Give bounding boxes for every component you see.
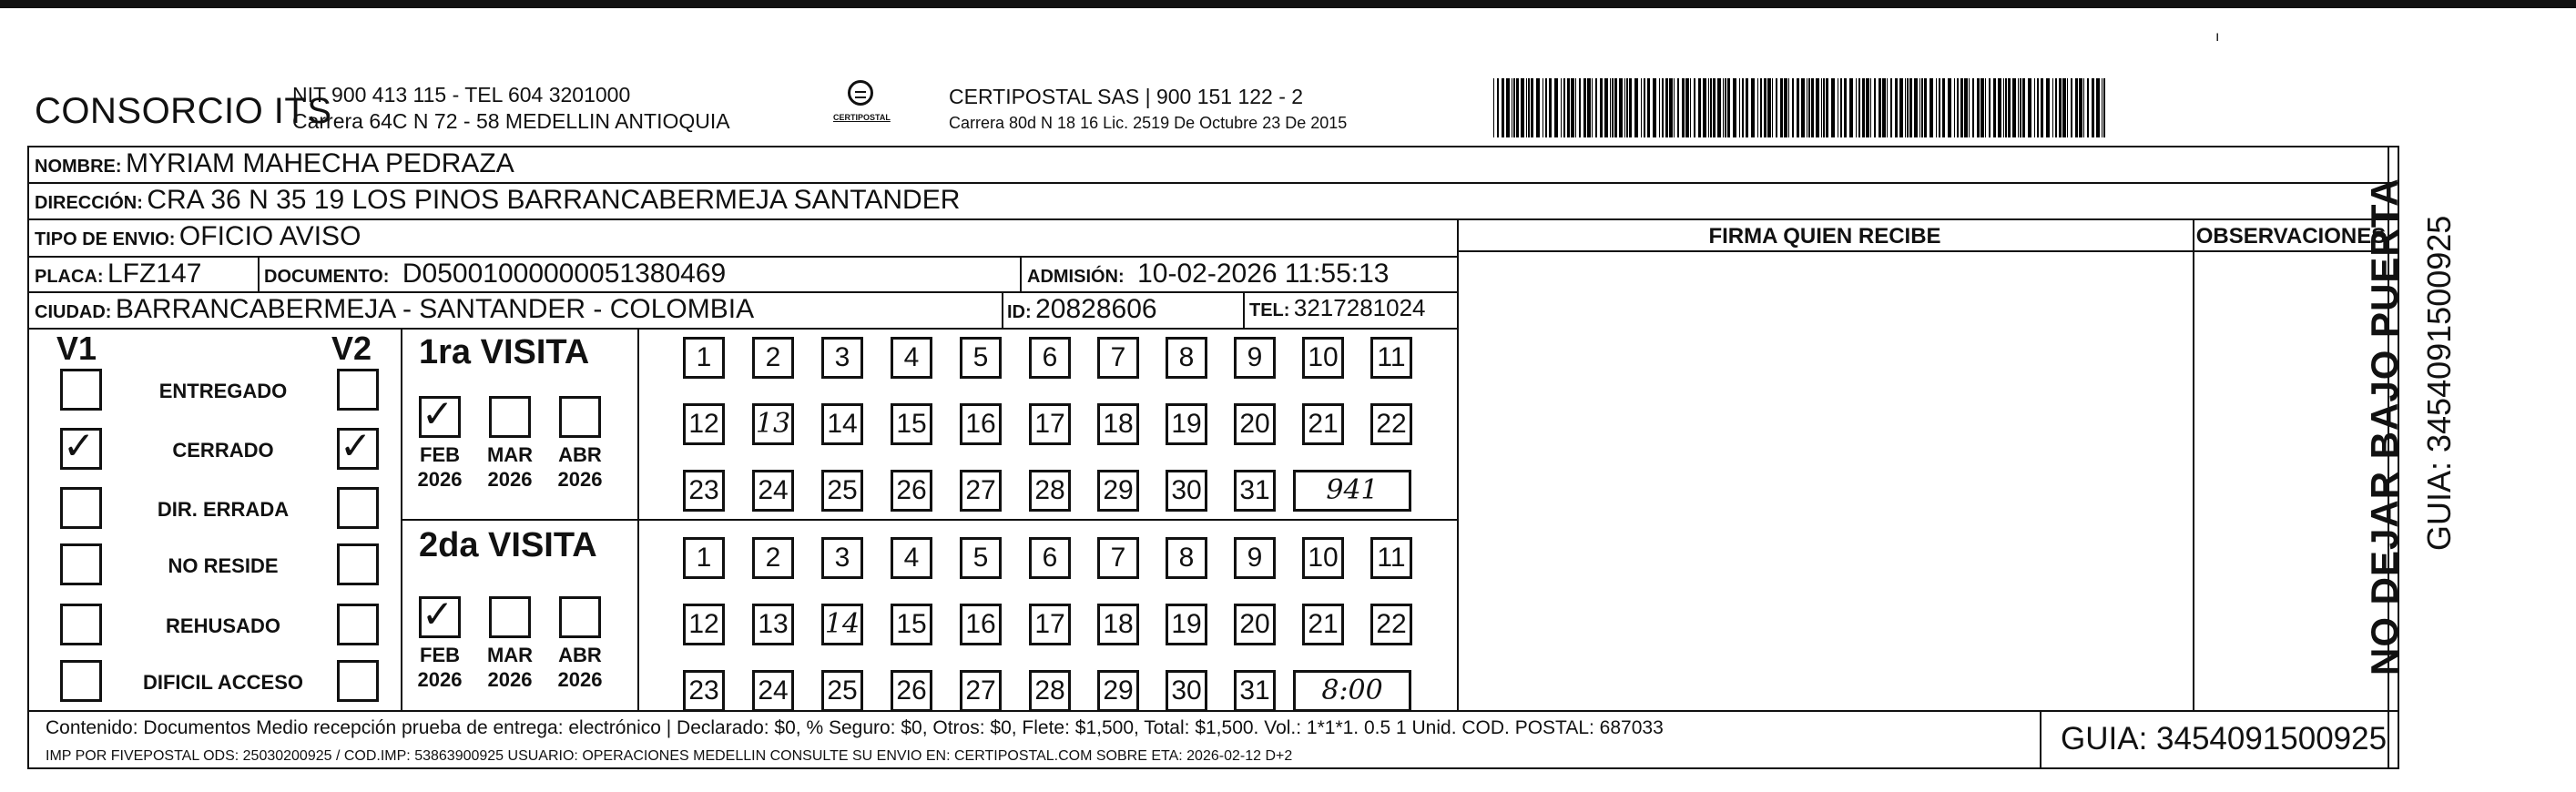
visit2-day-box[interactable]: 1 bbox=[683, 537, 725, 579]
visit1-day-box[interactable]: 18 bbox=[1097, 403, 1139, 445]
visit2-day-box[interactable]: 29 bbox=[1097, 670, 1139, 712]
visit1-month-label: ABR 2026 bbox=[557, 443, 603, 491]
company-info bbox=[292, 82, 730, 135]
v2-checkbox[interactable] bbox=[337, 423, 379, 470]
visit2-day-box[interactable]: 8 bbox=[1166, 537, 1207, 579]
visit2-day-box[interactable]: 11 bbox=[1370, 537, 1412, 579]
visit2-time-box[interactable]: 8:00 bbox=[1293, 670, 1411, 712]
visit1-day-box[interactable]: 25 bbox=[821, 470, 863, 512]
visit1-day-box[interactable]: 20 bbox=[1234, 403, 1276, 445]
v1-checkbox[interactable] bbox=[60, 660, 102, 702]
visit1-day-box[interactable]: 21 bbox=[1302, 403, 1344, 445]
side-notice: NO DEJAR BAJO PUERTA bbox=[2363, 178, 2406, 675]
v2-checkbox[interactable] bbox=[337, 369, 379, 411]
direccion-row bbox=[35, 185, 960, 216]
top-edge-line bbox=[0, 0, 2576, 8]
visit2-day-box[interactable]: 26 bbox=[891, 670, 932, 712]
visit2-day-box[interactable]: 28 bbox=[1029, 670, 1071, 712]
status-reason-label: CERRADO bbox=[172, 439, 274, 462]
visit2-month-checkbox[interactable] bbox=[489, 596, 531, 638]
direccion-value: CRA 36 N 35 19 LOS PINOS BARRANCABERMEJA SANTANDER bbox=[147, 185, 961, 215]
status-reason-label: DIFICIL ACCESO bbox=[142, 671, 303, 694]
visit2-day-box[interactable]: 31 bbox=[1234, 670, 1276, 712]
carrier-license: Carrera 80d N 18 16 Lic. 2519 De Octubre 23 De 2015 bbox=[949, 114, 1348, 132]
visit1-day-box[interactable]: 17 bbox=[1029, 403, 1071, 445]
visit2-month-label: FEB 2026 bbox=[417, 644, 463, 691]
visit2-day-box[interactable]: 25 bbox=[821, 670, 863, 712]
company-name: CONSORCIO ITS bbox=[35, 91, 332, 131]
v1-checkbox[interactable] bbox=[60, 604, 102, 645]
direccion-label: DIRECCIÓN: bbox=[35, 193, 143, 213]
visit1-day-box[interactable]: 11 bbox=[1370, 337, 1412, 379]
observations-area[interactable] bbox=[2194, 252, 2386, 708]
visit2-month-label: ABR 2026 bbox=[557, 644, 603, 691]
carrier-info bbox=[949, 84, 1347, 137]
visit1-day-box[interactable]: 5 bbox=[960, 337, 1002, 379]
company-nit: NIT 900 413 115 - TEL 604 3201000 bbox=[292, 83, 631, 107]
visit2-day-box[interactable]: 12 bbox=[683, 604, 725, 645]
nombre-label: NOMBRE: bbox=[35, 157, 122, 177]
placa-field bbox=[35, 259, 201, 289]
footer-print-info: IMP POR FIVEPOSTAL ODS: 25030200925 / COD.IMP: 53863900925 USUARIO: OPERACIONES MEDELLIN CONSULTE SU ENVIO EN: CERTIPOSTAL.COM SOBRE ETA: 2026-02-12 D+2 bbox=[46, 748, 1293, 764]
logo-text: CERTIPOSTAL bbox=[833, 113, 891, 122]
v1-checkbox[interactable] bbox=[60, 543, 102, 585]
v1-checkbox[interactable] bbox=[60, 369, 102, 411]
tipo-envio-label: TIPO DE ENVIO: bbox=[35, 229, 176, 249]
side-guia: GUIA: 3454091500925 bbox=[2420, 215, 2458, 551]
footer-guia: GUIA: 3454091500925 bbox=[2061, 721, 2388, 756]
visit1-day-box[interactable]: 12 bbox=[683, 403, 725, 445]
v1-header: V1 bbox=[56, 330, 97, 367]
documento-field bbox=[264, 259, 726, 289]
carrier-name: CERTIPOSTAL SAS | 900 151 122 - 2 bbox=[949, 85, 1304, 108]
visit1-day-box[interactable]: 4 bbox=[891, 337, 932, 379]
signature-area[interactable] bbox=[1459, 252, 2191, 708]
visit2-day-box[interactable]: 9 bbox=[1234, 537, 1276, 579]
visit2-day-box[interactable]: 19 bbox=[1166, 604, 1207, 645]
v1-checkbox[interactable] bbox=[60, 423, 102, 470]
visit1-day-box[interactable]: 8 bbox=[1166, 337, 1207, 379]
check-mark-icon: ✓ bbox=[63, 423, 96, 468]
ciudad-field bbox=[35, 294, 754, 325]
visit2-day-box[interactable]: 21 bbox=[1302, 604, 1344, 645]
visit1-day-box[interactable]: 30 bbox=[1166, 470, 1207, 512]
tipo-envio-row bbox=[35, 221, 361, 252]
admision-value: 10-02-2026 11:55:13 bbox=[1137, 259, 1390, 289]
visit2-day-box[interactable]: 6 bbox=[1029, 537, 1071, 579]
admision-label: ADMISIÓN: bbox=[1027, 267, 1125, 287]
visit2-day-box[interactable]: 14 bbox=[821, 604, 863, 645]
visit2-day-box[interactable]: 23 bbox=[683, 670, 725, 712]
visit2-day-box[interactable]: 18 bbox=[1097, 604, 1139, 645]
visit1-day-box[interactable]: 31 bbox=[1234, 470, 1276, 512]
tel-label: TEL: bbox=[1249, 300, 1290, 320]
check-mark-icon: ✓ bbox=[422, 391, 454, 436]
placa-value: LFZ147 bbox=[107, 259, 202, 289]
status-reason-label: DIR. ERRADA bbox=[157, 498, 290, 521]
documento-label: DOCUMENTO: bbox=[264, 267, 390, 287]
documento-value: D05001000000051380469 bbox=[402, 259, 727, 289]
visit1-month-checkbox[interactable] bbox=[419, 391, 461, 438]
visit1-day-box[interactable]: 13 bbox=[752, 403, 794, 445]
v2-checkbox[interactable] bbox=[337, 604, 379, 645]
visit1-month-label: FEB 2026 bbox=[417, 443, 463, 491]
v2-header: V2 bbox=[331, 330, 372, 367]
visit2-day-box[interactable]: 5 bbox=[960, 537, 1002, 579]
visit1-day-box[interactable]: 27 bbox=[960, 470, 1002, 512]
nombre-row bbox=[35, 148, 514, 179]
ciudad-label: CIUDAD: bbox=[35, 302, 112, 322]
visit1-month-checkbox[interactable] bbox=[559, 396, 601, 438]
visit2-day-box[interactable]: 10 bbox=[1302, 537, 1344, 579]
visit1-day-box[interactable]: 16 bbox=[960, 403, 1002, 445]
visit1-day-box[interactable]: 19 bbox=[1166, 403, 1207, 445]
id-field bbox=[1007, 294, 1157, 325]
visit1-month-checkbox[interactable] bbox=[489, 396, 531, 438]
visit1-day-box[interactable]: 9 bbox=[1234, 337, 1276, 379]
visit1-day-box[interactable]: 26 bbox=[891, 470, 932, 512]
ciudad-value: BARRANCABERMEJA - SANTANDER - COLOMBIA bbox=[115, 294, 755, 324]
v2-checkbox[interactable] bbox=[337, 543, 379, 585]
footer-contents: Contenido: Documentos Medio recepción prueba de entrega: electrónico | Declarado: $0, % Seguro: $0, Otros: $0, Flete: $1,500, Total: $1,500. Vol.: 1*1*1. 0.5 1 Unid. COD. POSTAL: 687033 bbox=[46, 717, 1664, 738]
visit2-day-box[interactable]: 4 bbox=[891, 537, 932, 579]
check-mark-icon: ✓ bbox=[422, 592, 454, 636]
visit2-day-box[interactable]: 3 bbox=[821, 537, 863, 579]
company-address: Carrera 64C N 72 - 58 MEDELLIN ANTIOQUIA bbox=[292, 109, 730, 133]
v1-checkbox[interactable] bbox=[60, 487, 102, 529]
visit2-day-box[interactable]: 27 bbox=[960, 670, 1002, 712]
visit1-title: 1ra VISITA bbox=[419, 333, 590, 371]
visit1-day-box[interactable]: 28 bbox=[1029, 470, 1071, 512]
observaciones-header: OBSERVACIONES bbox=[2195, 224, 2387, 249]
v2-checkbox[interactable] bbox=[337, 660, 379, 702]
visit1-day-box[interactable]: 7 bbox=[1097, 337, 1139, 379]
visit1-day-box[interactable]: 24 bbox=[752, 470, 794, 512]
visit1-day-box[interactable]: 22 bbox=[1370, 403, 1412, 445]
check-mark-icon: ✓ bbox=[340, 423, 372, 468]
v2-checkbox[interactable] bbox=[337, 487, 379, 529]
visit2-day-box[interactable]: 13 bbox=[752, 604, 794, 645]
visit2-day-box[interactable]: 22 bbox=[1370, 604, 1412, 645]
firma-header: FIRMA QUIEN RECIBE bbox=[1708, 224, 1941, 249]
id-label: ID: bbox=[1007, 302, 1032, 322]
tel-field bbox=[1249, 294, 1426, 322]
status-reason-label: ENTREGADO bbox=[158, 380, 288, 402]
visit2-month-checkbox[interactable] bbox=[419, 592, 461, 638]
status-reason-label: REHUSADO bbox=[166, 614, 280, 637]
visit1-day-box[interactable]: 1 bbox=[683, 337, 725, 379]
visit2-day-box[interactable]: 30 bbox=[1166, 670, 1207, 712]
visit2-title: 2da VISITA bbox=[419, 526, 597, 564]
visit2-month-checkbox[interactable] bbox=[559, 596, 601, 638]
visit1-day-box[interactable]: 3 bbox=[821, 337, 863, 379]
visit1-day-box[interactable]: 6 bbox=[1029, 337, 1071, 379]
visit1-month-label: MAR 2026 bbox=[486, 443, 534, 491]
visit2-month-label: MAR 2026 bbox=[486, 644, 534, 691]
visit2-day-box[interactable]: 15 bbox=[891, 604, 932, 645]
visit1-day-box[interactable]: 2 bbox=[752, 337, 794, 379]
placa-label: PLACA: bbox=[35, 267, 104, 287]
status-reason-label: NO RESIDE bbox=[168, 554, 279, 577]
visit1-day-box[interactable]: 14 bbox=[821, 403, 863, 445]
visit1-day-box[interactable]: 15 bbox=[891, 403, 932, 445]
visit2-day-box[interactable]: 16 bbox=[960, 604, 1002, 645]
visit1-day-box[interactable]: 10 bbox=[1302, 337, 1344, 379]
tel-value: 3217281024 bbox=[1293, 294, 1426, 321]
tipo-envio-value: OFICIO AVISO bbox=[178, 221, 361, 251]
visit2-day-box[interactable]: 2 bbox=[752, 537, 794, 579]
fold-mark: ı bbox=[2215, 29, 2220, 45]
barcode bbox=[1493, 78, 2172, 137]
id-value: 20828606 bbox=[1035, 294, 1157, 324]
visit1-time-box[interactable]: 941 bbox=[1293, 470, 1411, 512]
nombre-value: MYRIAM MAHECHA PEDRAZA bbox=[126, 148, 514, 178]
visit2-day-box[interactable]: 20 bbox=[1234, 604, 1276, 645]
visit2-day-box[interactable]: 17 bbox=[1029, 604, 1071, 645]
visit2-day-box[interactable]: 24 bbox=[752, 670, 794, 712]
admision-field bbox=[1027, 259, 1389, 289]
visit1-day-box[interactable]: 23 bbox=[683, 470, 725, 512]
visit2-day-box[interactable]: 7 bbox=[1097, 537, 1139, 579]
certipostal-logo-icon bbox=[833, 80, 891, 142]
visit1-day-box[interactable]: 29 bbox=[1097, 470, 1139, 512]
